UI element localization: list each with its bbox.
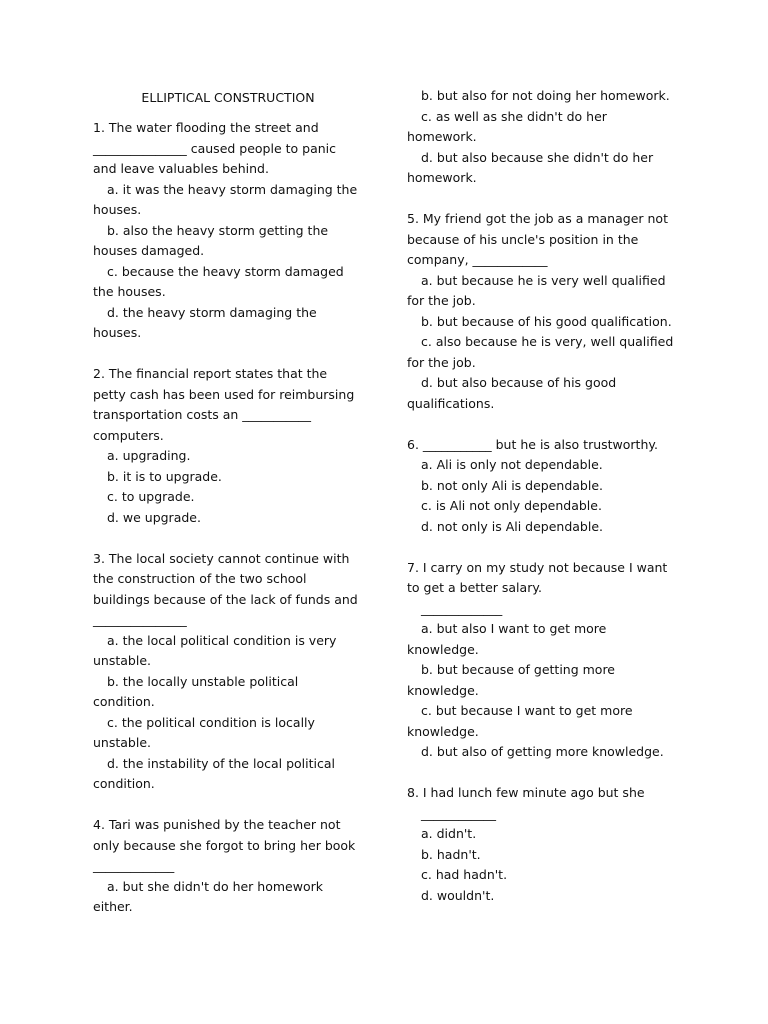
text-line: d. but also because she didn't do her	[421, 149, 654, 165]
text-line: a. but also I want to get more	[421, 621, 607, 636]
text-line: c. but because I want to get more	[421, 703, 633, 718]
text-line: unstable.	[93, 653, 151, 668]
text-line: d. not only is Ali dependable.	[421, 518, 604, 534]
text-line: because of his uncle's position in the	[407, 231, 639, 247]
text-line: 5. My friend got the job as a manager not	[407, 211, 668, 226]
text-line: a. but because he is very well qualified	[421, 272, 666, 288]
text-line: c. had hadn't.	[421, 867, 508, 882]
text-line: c. to upgrade.	[107, 489, 195, 504]
text-line: knowledge.	[407, 682, 479, 698]
text-line: b. also the heavy storm getting the	[107, 222, 329, 238]
text-line: b. but because of getting more	[421, 662, 616, 677]
text-line	[407, 414, 673, 435]
text-line: 7. I carry on my study not because I want	[407, 559, 668, 575]
text-line: b. hadn't.	[421, 846, 481, 862]
text-line: c. also because he is very, well qualified	[421, 334, 674, 349]
text-line: knowledge.	[407, 641, 479, 657]
text-line: c. the political condition is locally	[107, 714, 315, 730]
page-title: ELLIPTICAL CONSTRUCTION	[141, 90, 315, 105]
text-line: and leave valuables behind.	[93, 161, 269, 176]
text-line: d. the heavy storm damaging the	[107, 304, 317, 320]
text-line: condition.	[93, 694, 155, 709]
text-line	[93, 528, 358, 549]
text-line: 6. ___________ but he is also trustworthy.	[407, 436, 658, 452]
text-line: b. but also for not doing her homework.	[421, 88, 670, 103]
text-line: the construction of the two school	[93, 571, 307, 586]
text-line	[407, 763, 673, 784]
text-line: d. the instability of the local political	[107, 755, 335, 771]
text-line	[407, 537, 673, 558]
text-line: c. as well as she didn't do her	[421, 108, 607, 124]
text-line: a. but she didn't do her homework	[107, 878, 323, 894]
text-line: a. Ali is only not dependable.	[421, 457, 603, 472]
text-line: buildings because of the lack of funds and	[93, 591, 358, 607]
text-line: b. it is to upgrade.	[107, 468, 222, 484]
text-line: b. the locally unstable political	[107, 673, 299, 689]
text-line: 8. I had lunch few minute ago but she	[407, 785, 645, 800]
text-line: c. is Ali not only dependable.	[421, 498, 602, 513]
text-line: homework.	[407, 129, 477, 144]
text-line: for the job.	[407, 293, 476, 308]
text-line: homework.	[407, 170, 477, 185]
text-line: unstable.	[93, 735, 151, 750]
text-line: transportation costs an ___________	[93, 407, 312, 422]
text-line: d. we upgrade.	[107, 509, 201, 525]
text-line: qualifications.	[407, 395, 495, 411]
text-line: 1. The water flooding the street and	[93, 120, 319, 135]
text-line: a. didn't.	[421, 826, 477, 841]
text-line: b. not only Ali is dependable.	[421, 477, 604, 493]
text-line: 4. Tari was punished by the teacher not	[93, 817, 341, 832]
text-line: condition.	[93, 776, 155, 791]
text-line	[93, 795, 358, 816]
text-line: computers.	[93, 427, 164, 443]
text-line: either.	[93, 899, 133, 914]
text-line: 3. The local society cannot continue with	[93, 550, 350, 566]
text-line: ____________	[421, 805, 496, 821]
text-line: a. it was the heavy storm damaging the	[107, 181, 358, 197]
text-line: petty cash has been used for reimbursing	[93, 386, 355, 402]
text-line: _____________	[93, 858, 175, 873]
text-line: d. but also of getting more knowledge.	[421, 744, 664, 759]
text-line: c. because the heavy storm damaged	[107, 263, 344, 279]
text-line: _______________ caused people to panic	[93, 140, 337, 156]
text-line: houses.	[93, 325, 142, 340]
text-line: houses damaged.	[93, 243, 205, 258]
text-line: a. upgrading.	[107, 448, 191, 463]
text-line: d. wouldn't.	[421, 887, 495, 903]
text-line: the houses.	[93, 284, 166, 299]
text-line: _____________	[421, 600, 503, 616]
text-line: for the job.	[407, 354, 476, 370]
text-line: 2. The financial report states that the	[93, 366, 328, 381]
text-line: d. but also because of his good	[421, 375, 617, 390]
text-line	[407, 189, 673, 210]
text-line: only because she forgot to bring her book	[93, 837, 356, 853]
text-line: b. but because of his good qualification.	[421, 313, 672, 329]
text-line: knowledge.	[407, 723, 479, 739]
text-line: to get a better salary.	[407, 580, 542, 595]
text-line: a. the local political condition is very	[107, 632, 337, 648]
text-line: houses.	[93, 202, 142, 217]
text-line: company, ____________	[407, 252, 548, 267]
text-line: _______________	[93, 612, 187, 627]
text-line	[93, 344, 358, 365]
